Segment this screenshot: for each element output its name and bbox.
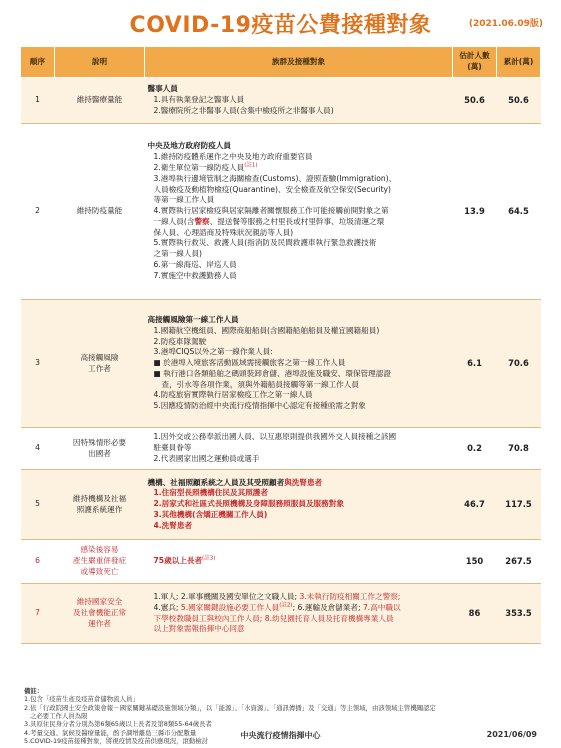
row-estimate: 46.7	[453, 470, 497, 540]
group-item-highlight: 8.幼兒園托育人員及托育機構專業人員	[264, 613, 394, 623]
bullet-text: 執行港口各類船舶之碼頭裝卸倉儲、港埠設施及職安、環保管理認證	[163, 368, 391, 378]
desc-line: 維持機構及社福	[72, 493, 127, 503]
group-item	[148, 603, 450, 614]
group-item-cont: 之第一線人員)	[153, 249, 203, 259]
col-header-estimate: 估計人數(萬)	[453, 47, 497, 78]
row-description: 維持防疫量能	[55, 124, 145, 300]
row-groups	[145, 584, 453, 644]
row-estimate: 150	[453, 540, 497, 584]
group-item: 4.洗腎患者	[153, 520, 193, 530]
group-item-text: 75歲以上長者	[153, 556, 203, 566]
group-title: 高接觸風險第一線工作人員	[147, 314, 239, 324]
group-item: 3.港埠CIQS以外之第一線作業人員:	[153, 347, 273, 357]
row-description	[55, 470, 145, 540]
row-groups	[145, 540, 453, 584]
desc-line: 維持國家安全	[76, 597, 123, 607]
group-item: 5.因應疫情防治經中央流行疫情指揮中心認定有接種亟需之對象	[153, 401, 366, 411]
desc-line: 因特殊情形必要	[72, 437, 127, 447]
row-number: 4	[21, 428, 55, 470]
group-item-cont: 人員檢疫及動植物檢疫(Quarantine)、安全檢查及航空保安(Security)	[153, 184, 392, 194]
note-item: 3.具原住民身分者分別為第6類65歲以上長者及第8類55-64歲長者	[24, 720, 212, 729]
note-item: 2.依「行政院國土安全政策會報－國家關鍵基礎設施領域分類」，以「能源」、「水資源」、「通訊傳播」及「交通」等主領域，由該領域主管機關認定	[24, 703, 436, 712]
row-groups	[145, 300, 453, 428]
bullet-text: 於港埠入境旅客活動區域需接觸旅客之第一線工作人員	[163, 358, 346, 368]
group-item-cont: 保人員、心理諮商及特殊狀況親訪等人員)	[153, 227, 294, 237]
desc-line: 產生嚴重併發症	[72, 556, 127, 566]
col-header-cumulative: 累計(萬)	[497, 47, 541, 78]
group-item-highlight: 3.未執行防疫相關工作之警察;	[299, 591, 401, 601]
group-item	[148, 163, 450, 174]
note-marker: (註2)	[279, 602, 293, 609]
note-marker: (註1)	[244, 162, 258, 169]
group-item-cont: 駐臺員眷等	[153, 443, 192, 453]
group-item-text: 1.軍人; 2.軍事機關及國安單位之文職人員;	[153, 591, 300, 601]
desc-line: 出國者	[88, 448, 111, 458]
group-item: 5.實際執行救災、救護人員(指消防及民間救護車執行緊急救護技術	[153, 238, 377, 248]
group-item-highlight: 7.高中職以	[362, 602, 401, 612]
group-item-cont	[148, 217, 450, 228]
row-number: 1	[21, 78, 55, 124]
row-description: 維持醫療量能	[55, 78, 145, 124]
note-marker: (註3)	[202, 555, 216, 562]
group-title	[148, 478, 450, 489]
highlight-police: 警察	[194, 216, 210, 226]
table-row	[21, 300, 541, 428]
group-item: 以上對象需報指揮中心同意	[153, 624, 245, 634]
group-item: 1.國籍航空機組員、國際商船船員(含國籍船舶船員及權宜國籍船員)	[153, 325, 380, 335]
group-title-highlight: 與洗腎患者	[284, 477, 323, 487]
footer-org: 中央流行疫情指揮中心	[240, 731, 321, 740]
table-header-row	[21, 47, 541, 78]
table-row	[21, 540, 541, 584]
desc-line: 照護系統運作	[76, 504, 123, 514]
row-cumulative: 70.8	[497, 428, 541, 470]
group-item-highlight: 5.國家關鍵設施必要工作人員	[180, 602, 280, 612]
group-item: 2.防疫車隊駕駛	[153, 336, 207, 346]
group-item: 2.代表國家出國之運動員或選手	[153, 453, 260, 463]
row-description	[55, 584, 145, 644]
row-cumulative: 117.5	[497, 470, 541, 540]
row-groups	[145, 124, 453, 300]
group-item-highlight: 下學校教職員工與校內工作人員;	[153, 613, 265, 623]
note-item: 4.考量交通、氣候及醫療量能，酌予調增離島三縣市分配數量	[24, 728, 197, 737]
row-number: 5	[21, 470, 55, 540]
group-item: 1.因外交或公務奉派出國人員、以互惠原則提供我國外交人員接種之該國	[153, 432, 397, 442]
group-item	[148, 592, 450, 603]
desc-line: 高接觸風險	[80, 352, 119, 362]
row-cumulative: 70.6	[497, 300, 541, 428]
row-number: 3	[21, 300, 55, 428]
square-bullet-icon: ■	[153, 368, 161, 378]
col-header-desc: 說明	[55, 47, 145, 78]
group-item: 6.第一線海巡、岸巡人員	[153, 260, 237, 270]
group-item	[148, 614, 450, 625]
group-title: 中央及地方政府防疫人員	[147, 141, 232, 151]
table-row	[21, 584, 541, 644]
row-estimate: 50.6	[453, 78, 497, 124]
group-title: 醫事人員	[147, 84, 178, 94]
bullet-item	[148, 358, 450, 369]
desc-line: 運作者	[88, 618, 111, 628]
row-number: 6	[21, 540, 55, 584]
group-item: 1.住宿型長照機構住民及其照護者	[153, 488, 268, 498]
group-item: 4.實際執行居家檢疫與居家隔離者關懷服務工作可能接觸前開對象之第	[153, 206, 389, 216]
row-cumulative: 353.5	[497, 584, 541, 644]
group-item: 1.具有執業登記之醫事人員	[153, 95, 245, 105]
row-estimate: 86	[453, 584, 497, 644]
desc-line: 感染後容易	[80, 545, 119, 555]
group-item: 2.居家式和社區式長照機構及身障服務照服員及服務對象	[153, 499, 344, 509]
group-item-text: ; 6.運輸及倉儲業者;	[292, 602, 363, 612]
group-item: 7.實施空中救護勤務人員	[153, 270, 237, 280]
note-item: 1.包含「疫苗生產及疫苗倉儲物流人員」	[24, 695, 139, 704]
note-item-cont: 之必要工作人員為限	[30, 711, 88, 720]
group-item-text: 一線人員(含	[153, 216, 195, 226]
notes-label: 備註：	[24, 687, 44, 695]
row-cumulative: 50.6	[497, 78, 541, 124]
row-estimate: 13.9	[453, 124, 497, 300]
row-number: 2	[21, 124, 55, 300]
version-label: (2021.06.09版)	[468, 19, 543, 29]
row-description	[55, 300, 145, 428]
row-estimate: 6.1	[453, 300, 497, 428]
col-header-groups: 族群及接種對象	[145, 47, 453, 78]
group-item: 2.醫療院所之非醫事人員(含集中檢疫所之非醫事人員)	[153, 105, 334, 115]
footer-date: 2021/06/09	[486, 730, 537, 739]
group-item-text: 4.憲兵;	[153, 602, 181, 612]
square-bullet-icon: ■	[153, 358, 161, 368]
row-description	[55, 540, 145, 584]
row-groups	[145, 470, 453, 540]
group-item: 1.維持防疫體系運作之中央及地方政府重要官員	[153, 152, 313, 162]
group-title-text: 機構、社福照顧系統之人員及其受照顧者	[147, 477, 285, 487]
desc-line: 及社會機能正常	[72, 608, 127, 618]
footer	[0, 730, 561, 744]
group-item: 3.港埠執行邊境管制之海關檢查(Customs)、證照查驗(Immigration)、	[153, 173, 397, 183]
desc-line: 工作者	[88, 363, 111, 373]
note-item: 5.COVID-19疫苗接種對象，將視疫情及疫苗供應現況，滾動檢討	[24, 736, 209, 745]
bullet-item-cont: 查，引水等各項作業，須與外籍船員接觸等第一線工作人員	[161, 379, 359, 389]
col-header-no: 順序	[21, 47, 55, 78]
row-description	[55, 428, 145, 470]
row-cumulative: 267.5	[497, 540, 541, 584]
group-item: 4.防疫旅宿實際執行居家檢疫工作之第一線人員	[153, 390, 313, 400]
row-estimate: 0.2	[453, 428, 497, 470]
desc-line: 或導致死亡	[80, 566, 119, 576]
table-row	[21, 78, 541, 124]
page-title: COVID-19疫苗公費接種對象	[129, 13, 432, 38]
group-item-cont: 等第一線工作人員	[153, 195, 215, 205]
row-groups	[145, 428, 453, 470]
group-item-text: 2.衛生單位第一線防疫人員	[153, 162, 245, 172]
bullet-item	[148, 369, 450, 380]
row-groups	[145, 78, 453, 124]
group-item	[148, 556, 450, 567]
table-row	[21, 428, 541, 470]
table-row	[21, 470, 541, 540]
eligibility-table	[20, 46, 541, 644]
group-item-text: 、提送餐等服務之村里長或村里幹事、垃圾清運之環	[209, 216, 385, 226]
table-row	[21, 124, 541, 300]
group-item: 3.其他機構(含矯正機關工作人員)	[153, 509, 268, 519]
row-cumulative: 64.5	[497, 124, 541, 300]
row-number: 7	[21, 584, 55, 644]
